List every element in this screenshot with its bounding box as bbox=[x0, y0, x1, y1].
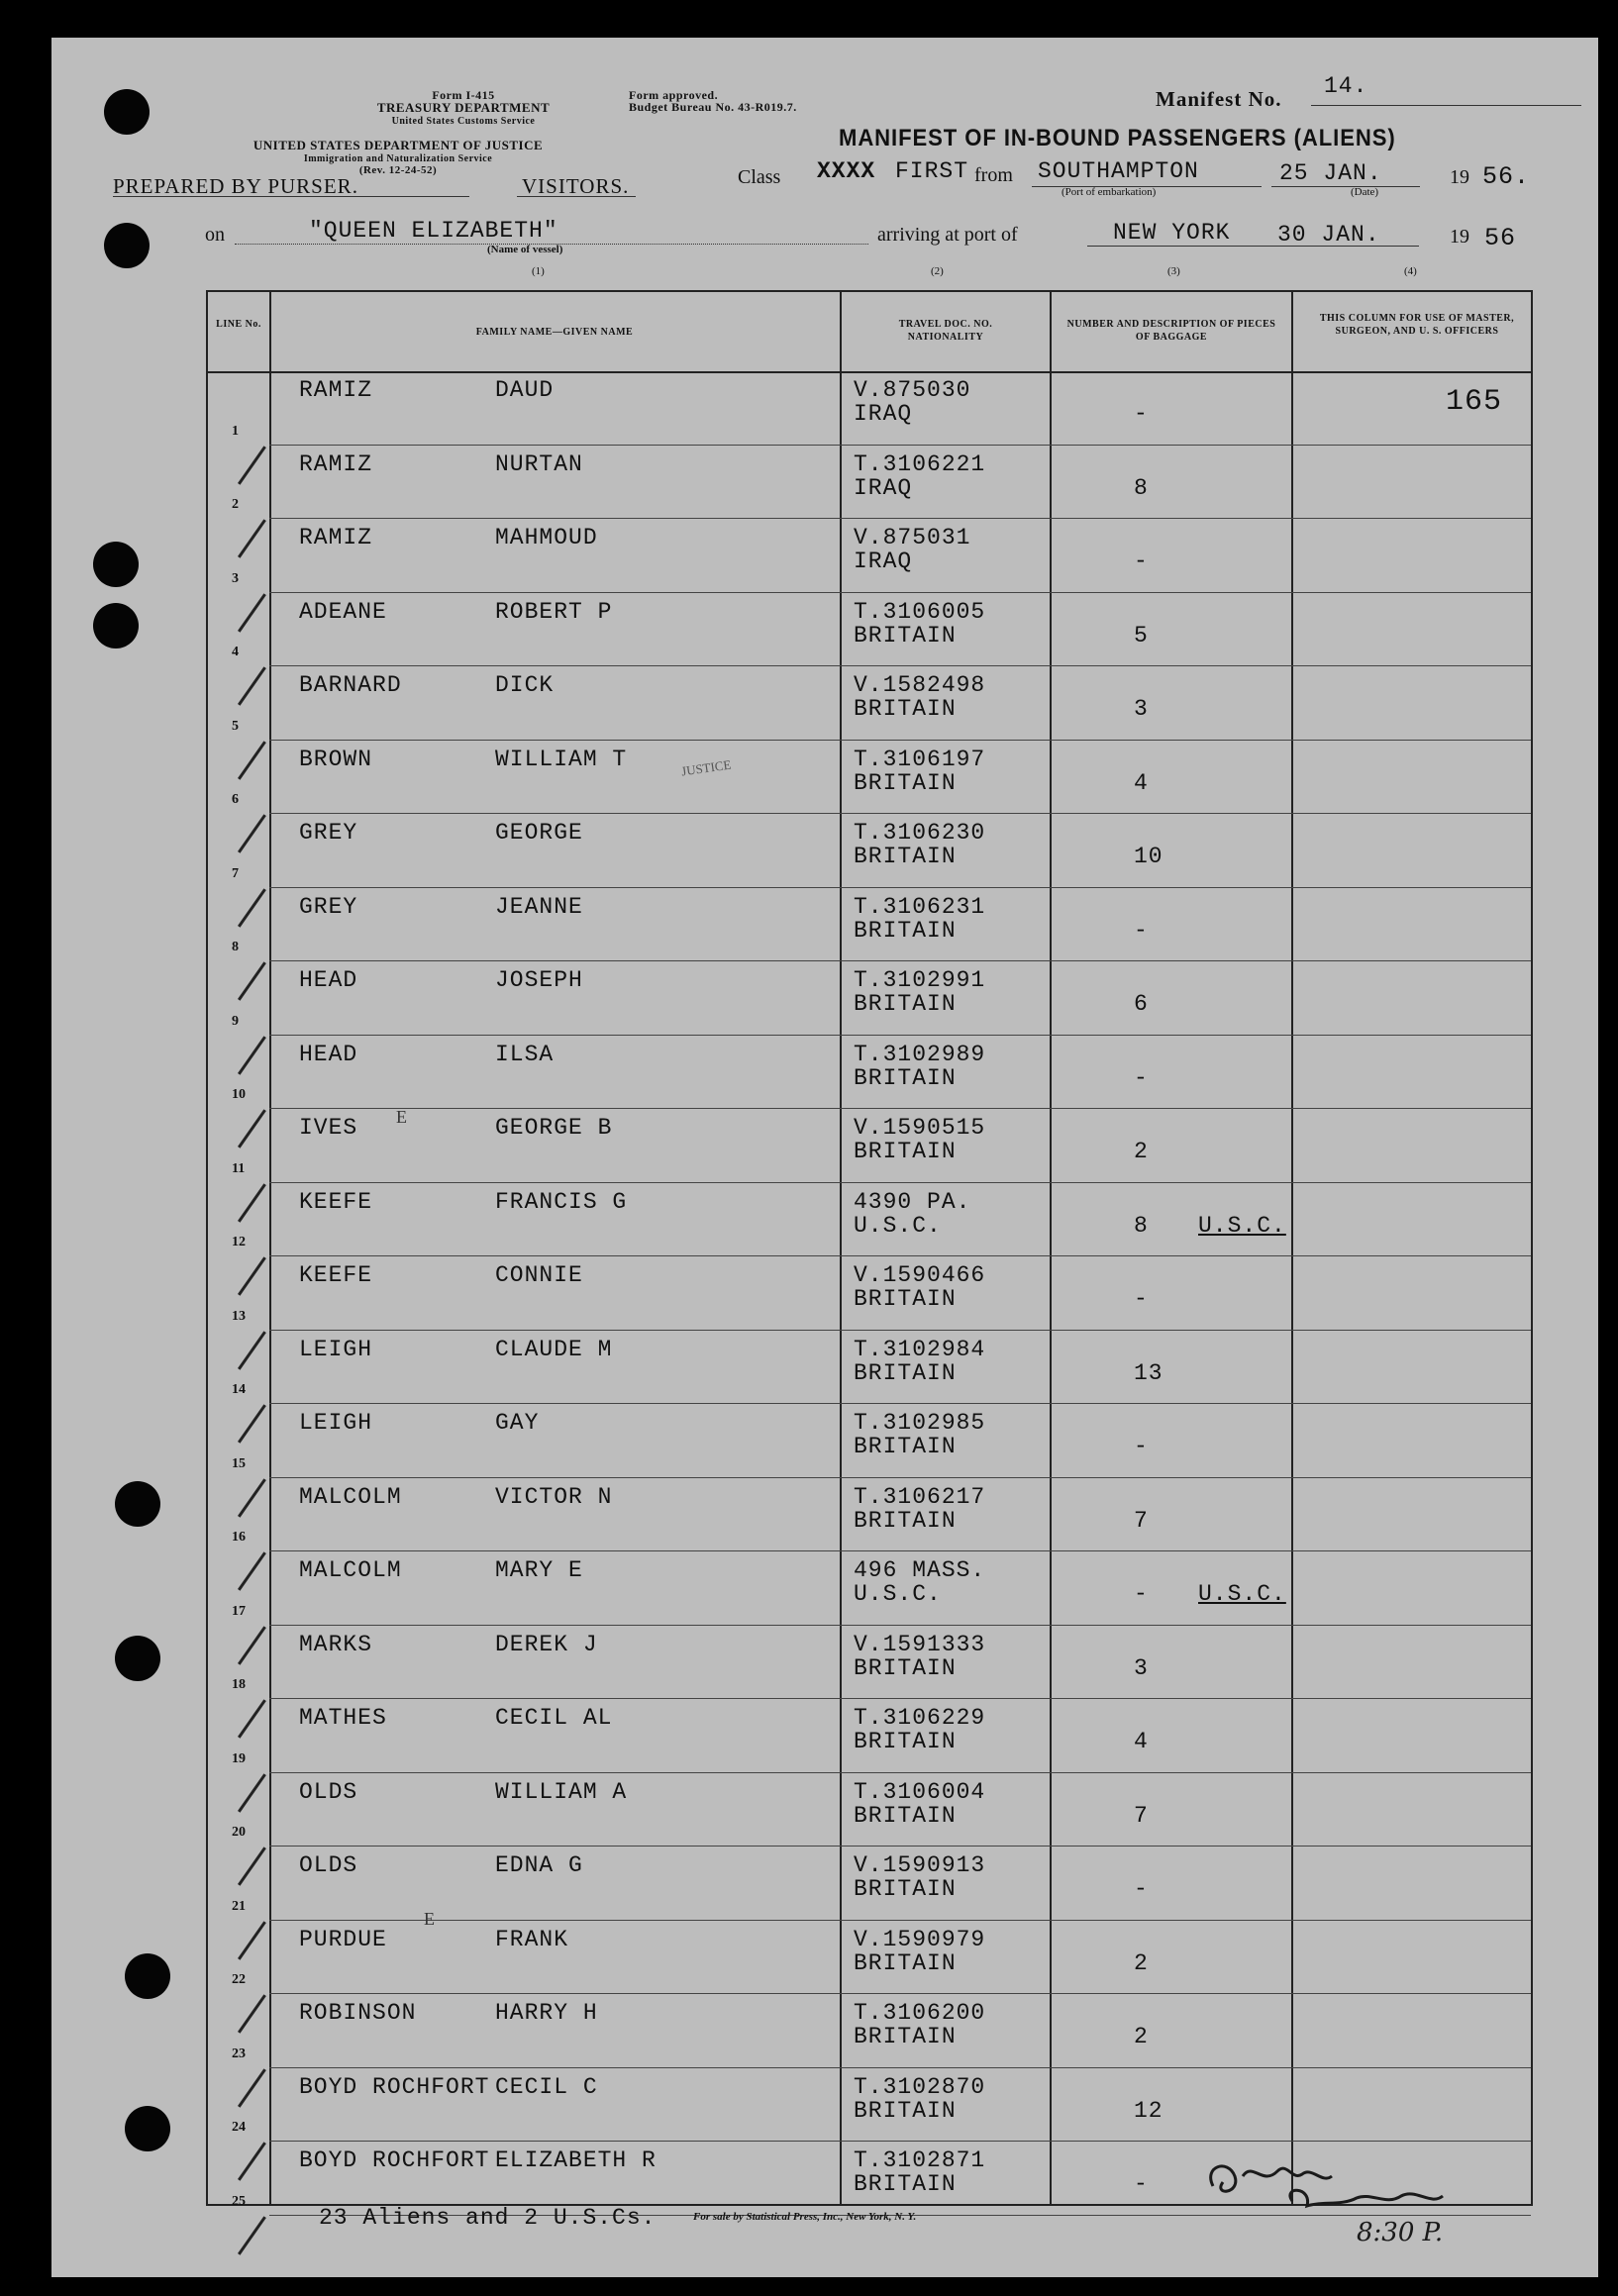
given-name: JOSEPH bbox=[495, 967, 583, 993]
treasury-dept: TREASURY DEPARTMENT bbox=[376, 100, 551, 115]
arriving-label: arriving at port of bbox=[877, 224, 1018, 246]
family-name: MARKS bbox=[299, 1631, 373, 1657]
baggage-count: 4 bbox=[1134, 1729, 1149, 1754]
manifest-no-line bbox=[1311, 105, 1581, 106]
table-row bbox=[208, 888, 1531, 962]
nationality: BRITAIN bbox=[854, 1802, 957, 1829]
nationality: BRITAIN bbox=[854, 1139, 957, 1164]
line-number: 25 bbox=[232, 2193, 246, 2209]
given-name: ELIZABETH R bbox=[495, 2147, 657, 2173]
line-number: 3 bbox=[232, 570, 239, 586]
nationality: BRITAIN bbox=[854, 769, 957, 796]
table-row bbox=[208, 593, 1531, 667]
line-number: 10 bbox=[232, 1087, 246, 1102]
baggage-count: - bbox=[1134, 1064, 1149, 1091]
given-name: CECIL AL bbox=[495, 1705, 613, 1731]
travel-doc-no: T.3102985 bbox=[854, 1410, 986, 1436]
travel-doc-no: T.3106231 bbox=[854, 893, 986, 920]
officer-note: 165 bbox=[1446, 385, 1503, 419]
given-name: CECIL C bbox=[495, 2073, 598, 2100]
table-row bbox=[208, 814, 1531, 888]
family-name: HEAD bbox=[299, 1041, 358, 1067]
col-ref-3: (3) bbox=[1167, 265, 1180, 277]
travel-doc-no: V.875031 bbox=[854, 525, 971, 550]
nationality: BRITAIN bbox=[854, 1359, 957, 1386]
family-name: RAMIZ bbox=[299, 450, 373, 477]
family-name: LEIGH bbox=[299, 1410, 373, 1436]
nationality: BRITAIN bbox=[854, 991, 957, 1017]
baggage-count: 8 bbox=[1134, 1212, 1149, 1239]
nationality: BRITAIN bbox=[854, 844, 957, 869]
nationality: BRITAIN bbox=[854, 696, 957, 722]
col-header-name: FAMILY NAME—GIVEN NAME bbox=[475, 327, 634, 338]
class-value: FIRST bbox=[895, 158, 969, 184]
col-header-travel-doc: TRAVEL DOC. NO. NATIONALITY bbox=[898, 319, 993, 343]
printer-credit: For sale by Statistical Press, Inc., New York, N. Y. bbox=[693, 2211, 917, 2223]
prepared-by: PREPARED BY PURSER. bbox=[113, 174, 358, 198]
nationality: IRAQ bbox=[854, 401, 913, 427]
travel-doc-no: T.3102984 bbox=[854, 1336, 986, 1362]
nationality: BRITAIN bbox=[854, 1949, 957, 1976]
baggage-count: - bbox=[1134, 1286, 1149, 1312]
class-struck: XXXX bbox=[817, 158, 876, 184]
family-name: RAMIZ bbox=[299, 525, 373, 550]
given-name: ILSA bbox=[495, 1041, 555, 1067]
family-name: ROBINSON bbox=[299, 2000, 417, 2026]
table-row bbox=[208, 1847, 1531, 1921]
travel-doc-no: T.3102991 bbox=[854, 967, 986, 993]
table-row bbox=[208, 446, 1531, 520]
arrival-date: 30 JAN. bbox=[1277, 222, 1380, 248]
travel-doc-no: V.1590913 bbox=[854, 1852, 986, 1878]
baggage-count: - bbox=[1134, 917, 1149, 944]
nationality: BRITAIN bbox=[854, 917, 957, 944]
line-number: 2 bbox=[232, 497, 239, 512]
col-ref-2: (2) bbox=[931, 265, 944, 277]
nationality: BRITAIN bbox=[854, 2024, 957, 2049]
given-name: MARY E bbox=[495, 1557, 583, 1583]
table-row bbox=[208, 2068, 1531, 2143]
table-row bbox=[208, 961, 1531, 1036]
baggage-count: 13 bbox=[1134, 1359, 1163, 1386]
line-number: 4 bbox=[232, 645, 239, 659]
col-header-line-no: LINE No. bbox=[216, 319, 261, 330]
col-ref-4: (4) bbox=[1404, 265, 1417, 277]
table-row bbox=[208, 519, 1531, 593]
signature-time: 8:30 P. bbox=[1357, 2218, 1444, 2247]
arrival-year-prefix: 19 bbox=[1450, 226, 1469, 248]
table-row bbox=[208, 1626, 1531, 1700]
table-row bbox=[208, 1699, 1531, 1773]
family-name: BOYD ROCHFORT bbox=[299, 2073, 490, 2100]
given-name: NURTAN bbox=[495, 450, 583, 477]
family-name: OLDS bbox=[299, 1852, 358, 1878]
line-number: 17 bbox=[232, 1603, 246, 1619]
arrival-line bbox=[1087, 246, 1419, 247]
binder-hole bbox=[125, 1953, 170, 1999]
family-name: BOYD ROCHFORT bbox=[299, 2147, 490, 2173]
manifest-no-label: Manifest No. bbox=[1156, 87, 1282, 111]
table-row bbox=[208, 1183, 1531, 1257]
given-name: FRANCIS G bbox=[495, 1188, 628, 1215]
line-number: 24 bbox=[232, 2120, 246, 2135]
visitors-underline bbox=[517, 196, 636, 197]
baggage-count: 8 bbox=[1134, 474, 1149, 501]
line-number: 19 bbox=[232, 1750, 246, 1766]
arrival-year: 56 bbox=[1484, 224, 1517, 252]
given-name: MAHMOUD bbox=[495, 525, 598, 550]
doj-title: UNITED STATES DEPARTMENT OF JUSTICE bbox=[253, 138, 544, 152]
binder-hole bbox=[125, 2106, 170, 2151]
embark-year: 56. bbox=[1482, 162, 1531, 191]
line-number: 21 bbox=[232, 1898, 246, 1914]
binder-hole bbox=[115, 1636, 160, 1681]
binder-hole bbox=[115, 1481, 160, 1527]
travel-doc-no: T.3102989 bbox=[854, 1041, 986, 1067]
travel-doc-no: V.1590979 bbox=[854, 1926, 986, 1952]
travel-doc-no: 496 MASS. bbox=[854, 1557, 986, 1583]
line-number: 6 bbox=[232, 792, 239, 807]
given-name: JEANNE bbox=[495, 893, 583, 920]
family-name: MALCOLM bbox=[299, 1557, 402, 1583]
travel-doc-no: V.875030 bbox=[854, 377, 971, 403]
baggage-count: - bbox=[1134, 1581, 1149, 1607]
line-number: 22 bbox=[232, 1972, 246, 1987]
col-header-baggage: NUMBER AND DESCRIPTION OF PIECES OF BAGGAGE bbox=[1066, 319, 1276, 343]
given-name: HARRY H bbox=[495, 2000, 598, 2026]
baggage-count: 6 bbox=[1134, 991, 1149, 1017]
table-row bbox=[208, 741, 1531, 815]
nationality: BRITAIN bbox=[854, 2171, 957, 2197]
travel-doc-no: V.1590515 bbox=[854, 1115, 986, 1141]
table-row bbox=[208, 1404, 1531, 1478]
line-number: 13 bbox=[232, 1308, 246, 1324]
given-name: CONNIE bbox=[495, 1262, 583, 1288]
travel-doc-no: V.1590466 bbox=[854, 1262, 986, 1288]
line-number: 5 bbox=[232, 718, 239, 734]
arrival-port: NEW YORK bbox=[1113, 220, 1231, 246]
travel-doc-no: 4390 PA. bbox=[854, 1188, 971, 1215]
line-number: 11 bbox=[232, 1160, 246, 1176]
binder-hole bbox=[93, 603, 139, 649]
travel-doc-no: T.3106230 bbox=[854, 820, 986, 846]
nationality: BRITAIN bbox=[854, 1064, 957, 1091]
travel-doc-no: T.3106221 bbox=[854, 450, 986, 477]
port-of-embarkation: SOUTHAMPTON bbox=[1038, 158, 1199, 184]
given-name: WILLIAM A bbox=[495, 1778, 628, 1805]
table-row bbox=[208, 1478, 1531, 1552]
travel-doc-no: T.3106229 bbox=[854, 1705, 986, 1731]
visitors-label: VISITORS. bbox=[522, 174, 630, 198]
nationality: BRITAIN bbox=[854, 1434, 957, 1459]
baggage-count: 7 bbox=[1134, 1802, 1149, 1829]
line-number: 1 bbox=[232, 423, 239, 439]
line-number: 7 bbox=[232, 865, 239, 881]
family-name: GREY bbox=[299, 893, 358, 920]
prepared-underline bbox=[113, 196, 469, 197]
travel-doc-no: V.1582498 bbox=[854, 672, 986, 698]
port-caption: (Port of embarkation) bbox=[1062, 186, 1157, 198]
family-name: RAMIZ bbox=[299, 377, 373, 403]
travel-doc-no: V.1591333 bbox=[854, 1631, 986, 1657]
travel-doc-no: T.3106004 bbox=[854, 1778, 986, 1805]
travel-doc-no: T.3102870 bbox=[854, 2073, 986, 2100]
baggage-count: - bbox=[1134, 401, 1149, 427]
given-name: GEORGE bbox=[495, 820, 583, 846]
line-number: 16 bbox=[232, 1530, 246, 1545]
passenger-table bbox=[206, 290, 1533, 2209]
baggage-count: 4 bbox=[1134, 769, 1149, 796]
table-row bbox=[208, 1331, 1531, 1405]
nationality: BRITAIN bbox=[854, 1286, 957, 1312]
family-name: MALCOLM bbox=[299, 1483, 402, 1510]
line-number: 8 bbox=[232, 940, 239, 954]
given-name: VICTOR N bbox=[495, 1483, 613, 1510]
travel-doc-no: T.3106217 bbox=[854, 1483, 986, 1510]
given-name: GEORGE B bbox=[495, 1115, 613, 1141]
nationality: BRITAIN bbox=[854, 2097, 957, 2124]
baggage-count: 10 bbox=[1134, 844, 1163, 869]
rev-date: (Rev. 12-24-52) bbox=[358, 164, 438, 176]
manifest-title: MANIFEST OF IN-BOUND PASSENGERS (ALIENS) bbox=[839, 125, 1396, 151]
family-name: OLDS bbox=[299, 1778, 358, 1805]
given-name: WILLIAM T bbox=[495, 746, 628, 772]
nationality: IRAQ bbox=[854, 474, 913, 501]
travel-doc-no: T.3106197 bbox=[854, 746, 986, 772]
baggage-count: 2 bbox=[1134, 1949, 1149, 1976]
nationality: U.S.C. bbox=[854, 1581, 942, 1607]
justice-stamp: JUSTICE bbox=[680, 756, 733, 779]
col-ref-1: (1) bbox=[532, 265, 545, 277]
table-row bbox=[208, 1921, 1531, 1995]
date-caption: (Date) bbox=[1351, 186, 1379, 198]
baggage-count: 2 bbox=[1134, 2024, 1149, 2049]
baggage-count: - bbox=[1134, 1434, 1149, 1459]
nationality: BRITAIN bbox=[854, 622, 957, 649]
nationality: BRITAIN bbox=[854, 1729, 957, 1754]
binder-hole bbox=[104, 223, 150, 268]
given-name: DICK bbox=[495, 672, 555, 698]
family-name: MATHES bbox=[299, 1705, 387, 1731]
family-name: ADEANE bbox=[299, 598, 387, 625]
family-name: IVES bbox=[299, 1115, 358, 1141]
ins-title: Immigration and Naturalization Service bbox=[303, 153, 493, 164]
officer-note: U.S.C. bbox=[1198, 1212, 1286, 1239]
summary-text: 23 Aliens and 2 U.S.Cs. bbox=[319, 2205, 657, 2231]
from-label: from bbox=[974, 164, 1013, 186]
table-row bbox=[208, 666, 1531, 741]
budget-bureau: Budget Bureau No. 43-R019.7. bbox=[629, 100, 797, 114]
nationality: BRITAIN bbox=[854, 1507, 957, 1534]
given-name: FRANK bbox=[495, 1926, 569, 1952]
customs-service: United States Customs Service bbox=[391, 116, 536, 127]
line-number: 20 bbox=[232, 1825, 246, 1840]
travel-doc-no: T.3106200 bbox=[854, 2000, 986, 2026]
binder-hole bbox=[93, 542, 139, 587]
date-line bbox=[1271, 186, 1420, 187]
table-row bbox=[208, 1551, 1531, 1626]
year-prefix: 19 bbox=[1450, 166, 1469, 188]
line-number: 18 bbox=[232, 1677, 246, 1692]
line-number: 9 bbox=[232, 1013, 239, 1029]
family-name: BARNARD bbox=[299, 672, 402, 698]
manifest-number: 14. bbox=[1324, 73, 1368, 99]
line-number: 14 bbox=[232, 1382, 246, 1397]
travel-doc-no: T.3106005 bbox=[854, 598, 986, 625]
baggage-count: - bbox=[1134, 549, 1149, 574]
on-label: on bbox=[205, 224, 225, 246]
officer-note: U.S.C. bbox=[1198, 1581, 1286, 1607]
family-name: GREY bbox=[299, 820, 358, 846]
family-name: KEEFE bbox=[299, 1188, 373, 1215]
line-number: 15 bbox=[232, 1455, 246, 1471]
table-row bbox=[208, 1036, 1531, 1110]
family-name: KEEFE bbox=[299, 1262, 373, 1288]
baggage-count: 2 bbox=[1134, 1139, 1149, 1164]
table-row bbox=[208, 1256, 1531, 1331]
baggage-count: - bbox=[1134, 1876, 1149, 1902]
given-name: EDNA G bbox=[495, 1852, 583, 1878]
nationality: IRAQ bbox=[854, 549, 913, 574]
binder-hole bbox=[104, 89, 150, 135]
vessel-caption: (Name of vessel) bbox=[487, 244, 563, 255]
family-name: LEIGH bbox=[299, 1336, 373, 1362]
form-number: Form I-415 bbox=[432, 88, 495, 102]
baggage-count: 12 bbox=[1134, 2097, 1163, 2124]
nationality: BRITAIN bbox=[854, 1654, 957, 1681]
embark-date: 25 JAN. bbox=[1279, 160, 1382, 186]
class-label: Class bbox=[738, 166, 781, 188]
baggage-count: 3 bbox=[1134, 1654, 1149, 1681]
baggage-count: 5 bbox=[1134, 622, 1149, 649]
margin-mark: E bbox=[424, 1909, 435, 1929]
given-name: DAUD bbox=[495, 377, 555, 403]
margin-mark: E bbox=[396, 1107, 407, 1127]
line-number: 12 bbox=[232, 1235, 246, 1249]
given-name: DEREK J bbox=[495, 1631, 598, 1657]
nationality: U.S.C. bbox=[854, 1212, 942, 1239]
given-name: ROBERT P bbox=[495, 598, 613, 625]
table-row bbox=[208, 1773, 1531, 1847]
baggage-count: 3 bbox=[1134, 696, 1149, 722]
family-name: HEAD bbox=[299, 967, 358, 993]
table-row bbox=[208, 1994, 1531, 2068]
baggage-count: - bbox=[1134, 2171, 1149, 2197]
vessel-name: "QUEEN ELIZABETH" bbox=[309, 218, 558, 244]
form-approved: Form approved. bbox=[629, 88, 719, 102]
given-name: CLAUDE M bbox=[495, 1336, 613, 1362]
table-row bbox=[208, 371, 1531, 446]
travel-doc-no: T.3102871 bbox=[854, 2147, 986, 2173]
baggage-count: 7 bbox=[1134, 1507, 1149, 1534]
given-name: GAY bbox=[495, 1410, 540, 1436]
line-number: 23 bbox=[232, 2046, 246, 2061]
col-header-officers: THIS COLUMN FOR USE OF MASTER, SURGEON, AND U. S. OFFICERS bbox=[1319, 313, 1515, 337]
nationality: BRITAIN bbox=[854, 1876, 957, 1902]
family-name: PURDUE bbox=[299, 1926, 387, 1952]
family-name: BROWN bbox=[299, 746, 373, 772]
